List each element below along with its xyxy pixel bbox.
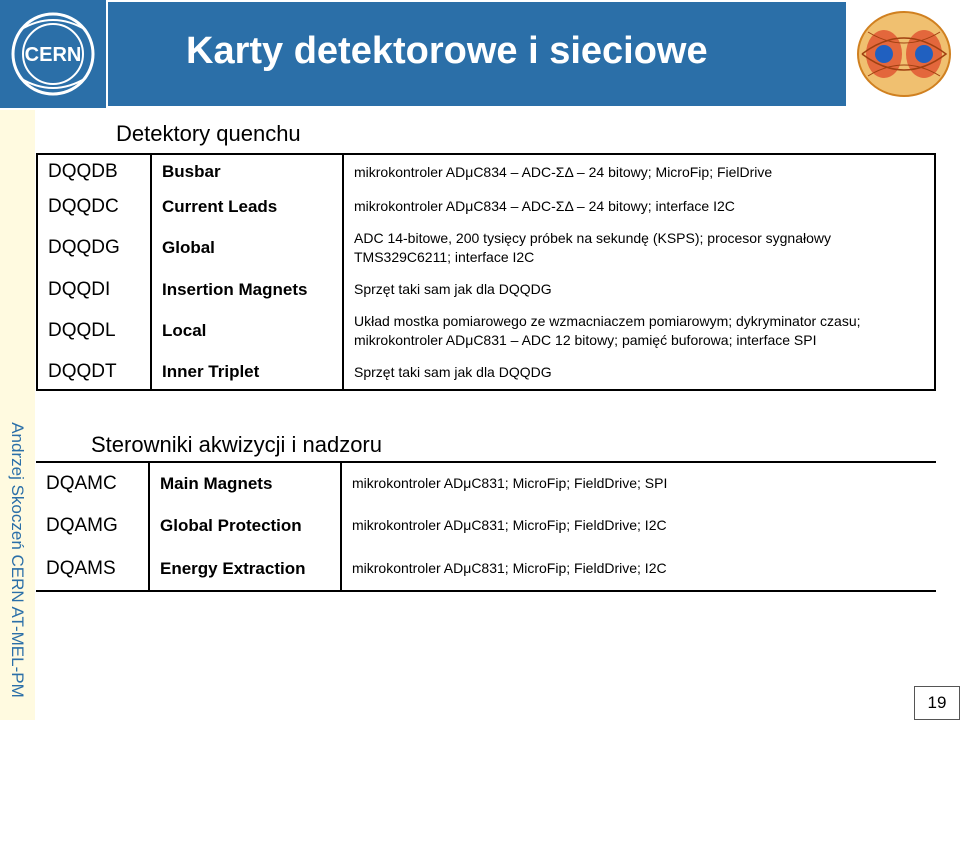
- row-code: DQAMS: [36, 547, 149, 591]
- row-name: Busbar: [151, 154, 343, 189]
- row-desc: [341, 504, 936, 547]
- desc-line: mikrokontroler ADμC831; MicroFip; FieldDrive; I2C: [352, 517, 667, 533]
- desc-line: mikrokontroler ADμC834 – ADC-ΣΔ – 24 bitowy; MicroFip; FielDrive: [354, 163, 773, 180]
- table-row: [36, 504, 936, 547]
- row-desc: [343, 189, 935, 224]
- page-number: 19: [914, 686, 960, 720]
- row-name: Global: [151, 224, 343, 272]
- table-row: [37, 355, 935, 390]
- row-name: Global Protection: [149, 504, 341, 547]
- row-code: DQAMG: [36, 504, 149, 547]
- row-code: DQQDC: [37, 189, 151, 224]
- row-desc: [343, 355, 935, 390]
- cern-logo: [0, 0, 106, 108]
- table-row: [37, 272, 935, 307]
- row-name: Main Magnets: [149, 462, 341, 504]
- desc-line: mikrokontroler ADμC831; MicroFip; FieldDrive; I2C: [352, 560, 667, 576]
- controllers-table: [36, 461, 936, 592]
- row-code: DQQDB: [37, 154, 151, 189]
- desc-line: Sprzęt taki sam jak dla DQQDG: [354, 363, 552, 380]
- row-desc: [341, 462, 936, 504]
- section-title-detectors: Detektory quenchu: [116, 121, 301, 146]
- cern-logo-text: CERN: [24, 44, 82, 66]
- row-desc: [343, 154, 935, 189]
- row-name: Current Leads: [151, 189, 343, 224]
- row-name: Energy Extraction: [149, 547, 341, 591]
- desc-line: mikrokontroler ADμC834 – ADC-ΣΔ – 24 bitowy; interface I2C: [354, 198, 735, 214]
- desc-line: TMS329C6211; interface I2C: [354, 249, 535, 265]
- row-code: DQQDG: [37, 224, 151, 272]
- row-desc: [343, 272, 935, 307]
- desc-line: mikrokontroler ADμC831 – ADC 12 bitowy; pamięć buforowa; interface SPI: [354, 332, 817, 348]
- row-name: Local: [151, 307, 343, 355]
- row-desc: [343, 307, 935, 355]
- row-code: DQAMC: [36, 462, 149, 504]
- table-row: [36, 547, 936, 591]
- table-row: [37, 224, 935, 272]
- row-code: DQQDI: [37, 272, 151, 307]
- row-name: Insertion Magnets: [151, 272, 343, 307]
- desc-line: Układ mostka pomiarowego ze wzmacniaczem pomiarowym; dykryminator czasu;: [354, 313, 861, 329]
- row-code: DQQDL: [37, 307, 151, 355]
- row-code: DQQDT: [37, 355, 151, 390]
- desc-line: mikrokontroler ADμC831; MicroFip; FieldDrive; SPI: [352, 475, 668, 491]
- table-row: [37, 307, 935, 355]
- magnet-field-image: [848, 2, 960, 106]
- title-bar: [0, 0, 960, 110]
- table-row: [36, 462, 936, 504]
- row-desc: [343, 224, 935, 272]
- page-title: Karty detektorowe i sieciowe: [186, 30, 708, 72]
- desc-line: ADC 14-bitowe, 200 tysięcy próbek na sekundę (KSPS); procesor sygnałowy: [354, 230, 832, 246]
- author-label: Andrzej Skoczeń CERN AT-MEL-PM: [8, 422, 27, 698]
- desc-line: Sprzęt taki sam jak dla DQQDG: [354, 281, 552, 297]
- row-desc: [341, 547, 936, 591]
- row-name: Inner Triplet: [151, 355, 343, 390]
- table-row: [37, 154, 935, 189]
- section-title-controllers: Sterowniki akwizycji i nadzoru: [91, 432, 382, 457]
- detectors-table: [36, 153, 936, 391]
- table-row: [37, 189, 935, 224]
